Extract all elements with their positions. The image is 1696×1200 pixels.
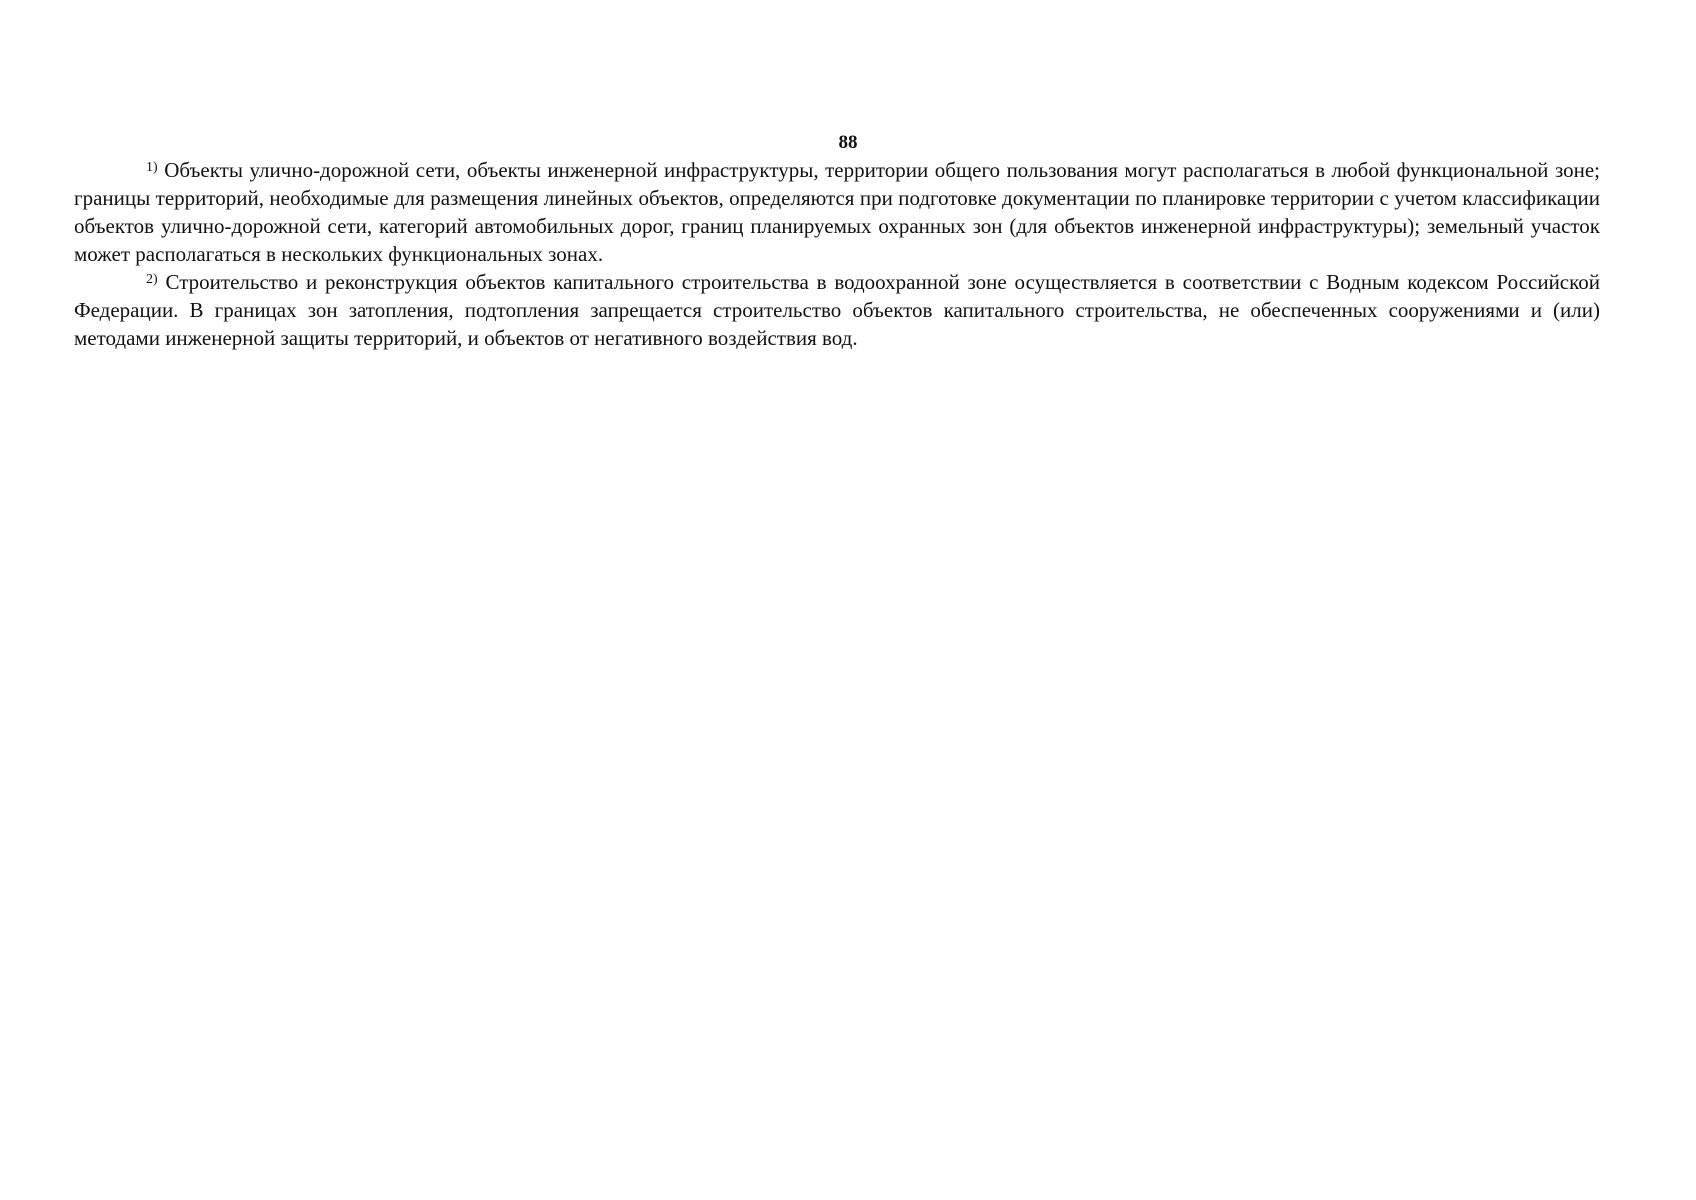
- footnote-2: [74, 268, 1600, 352]
- footnote-marker: 2): [146, 272, 158, 287]
- footnote-marker: 1): [146, 160, 158, 175]
- footnotes: [74, 156, 1600, 352]
- footnote-1: [74, 156, 1600, 268]
- footnote-text: Строительство и реконструкция объектов капитального строительства в водоохранной зоне осуществляется в соответствии с Водным кодексом Российской Федерации. В границах зон затопления, подтопления запрещается строительство объектов капитального строительства, не обеспеченных сооружениями и (или) методами инженерной защиты территорий, и объектов от негативного воздействия вод.: [74, 270, 1601, 350]
- footnote-text: Объекты улично-дорожной сети, объекты инженерной инфраструктуры, территории общего пользования могут располагаться в любой функциональной зоне; границы территорий, необходимые для размещения линейных объектов, определяются при подготовке документации по планировке территории с учетом классификации объектов улично-дорожной сети, категорий автомобильных дорог, границ планируемых охранных зон (для объектов инженерной инфраструктуры); земельный участок может располагаться в нескольких функциональных зонах.: [74, 158, 1601, 266]
- page-number: 88: [838, 132, 858, 153]
